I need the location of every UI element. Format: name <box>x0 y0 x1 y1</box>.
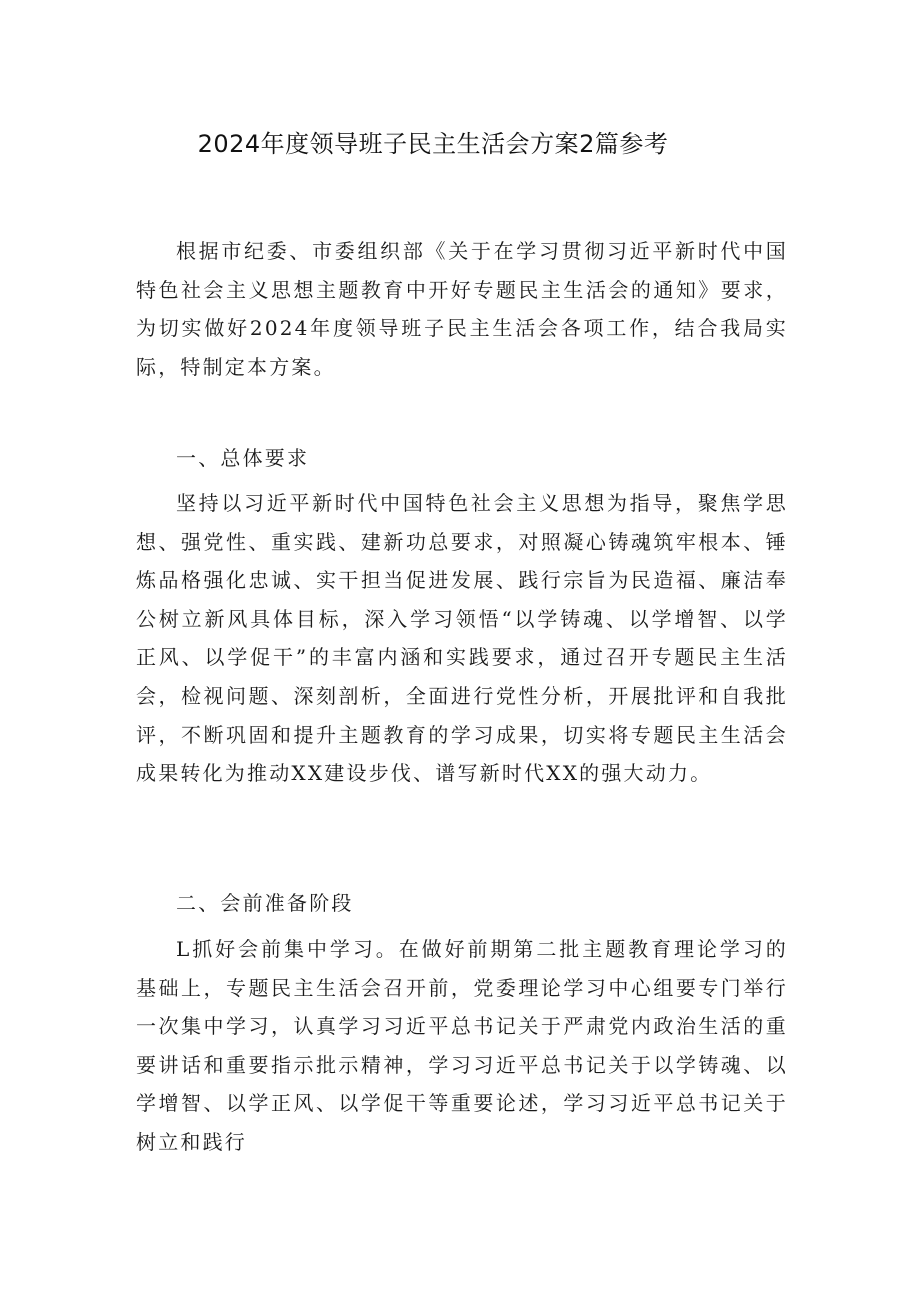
preparation-stage-paragraph: L抓好会前集中学习。在做好前期第二批主题教育理论学习的基础上，专题民主生活会召开前，党委理论学习中心组要专门举行一次集中学习，认真学习习近平总书记关于严肃党内政治生活的重要讲话和重要指示批示精神，学习习近平总书记关于以学铸魂、以学增智、以学正风、以学促干等重要论述，学习习近平总书记关于树立和践行 <box>136 937 788 1154</box>
general-requirements-paragraph: 坚持以习近平新时代中国特色社会主义思想为指导，聚焦学思想、强党性、重实践、建新功总要求，对照凝心铸魂筑牢根本、锤炼品格强化忠诚、实干担当促进发展、践行宗旨为民造福、廉洁奉公树立新风具体目标，深入学习领悟“以学铸魂、以学增智、以学正风、以学促干”的丰富内涵和实践要求，通过召开专题民主生活会，检视问题、深刻剖析，全面进行党性分析，开展批评和自我批评，不断巩固和提升主题教育的学习成果，切实将专题民主生活会成果转化为推动XX建设步伐、谱写新时代XX的强大动力。 <box>136 491 788 786</box>
intro-paragraph: 根据市纪委、市委组织部《关于在学习贯彻习近平新时代中国特色社会主义思想主题教育中开好专题民主生活会的通知》要求，为切实做好2024年度领导班子民主生活会各项工作，结合我局实际，特制定本方案。 <box>136 239 788 379</box>
section-heading-preparation-stage: 二、会前准备阶段 <box>176 891 354 915</box>
document-title: 2024年度领导班子民主生活会方案2篇参考 <box>197 130 669 158</box>
section-heading-general-requirements: 一、总体要求 <box>176 446 310 470</box>
